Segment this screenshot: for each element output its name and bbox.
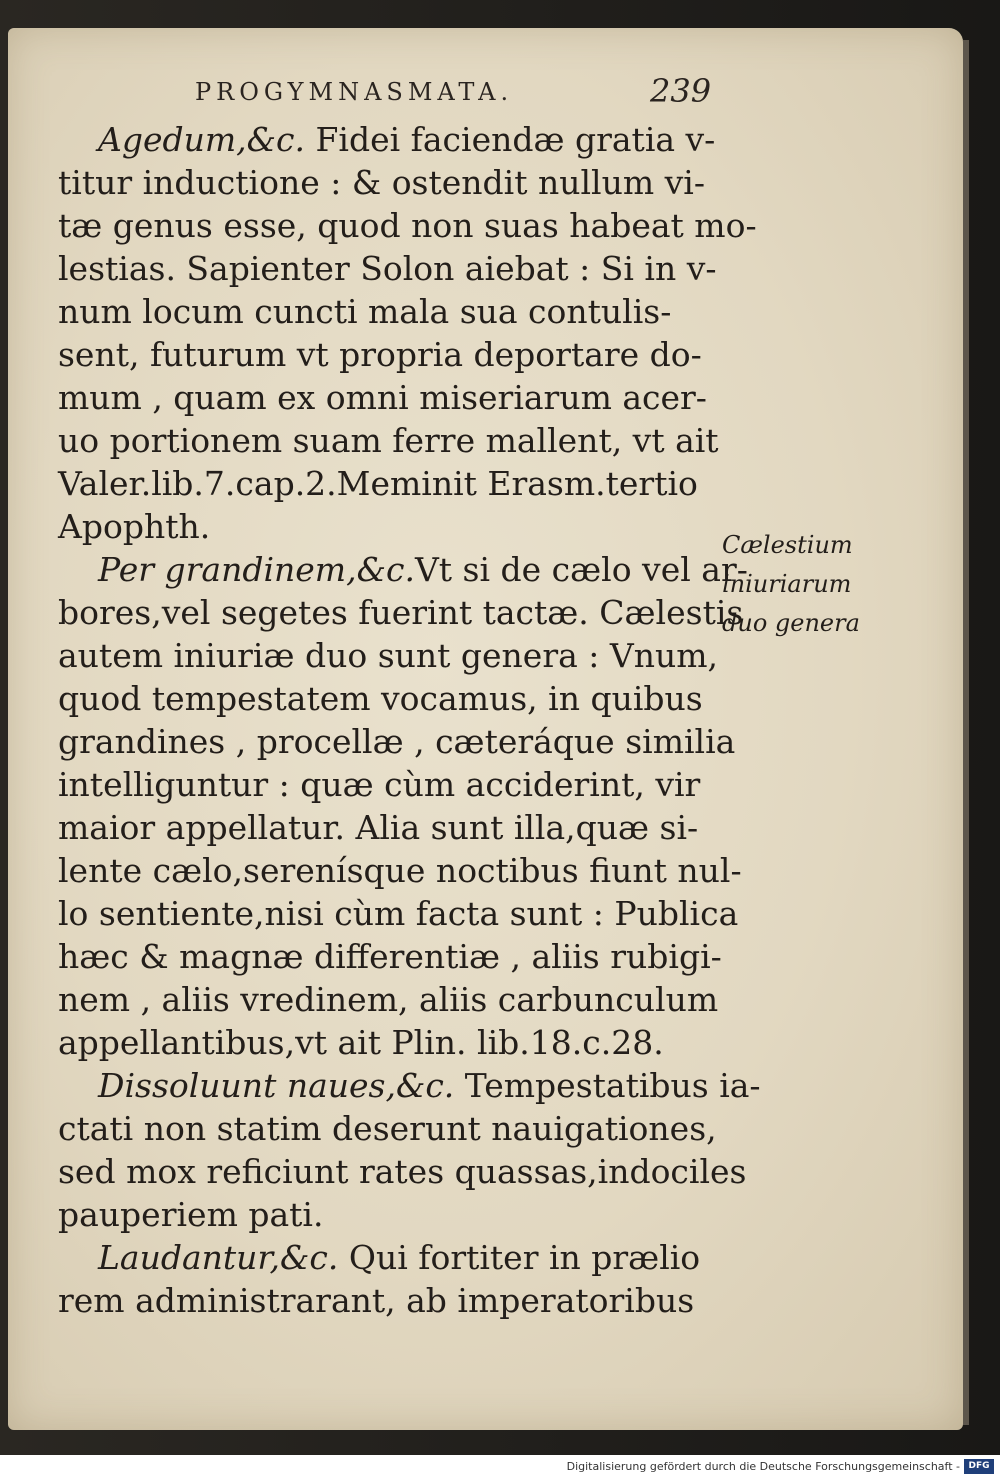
page-number: 239	[650, 72, 712, 110]
marginal-note-line: duo genera	[722, 609, 860, 637]
text-line: tæ genus esse, quod non suas habeat mo-	[58, 206, 757, 245]
funding-credit: Digitalisierung gefördert durch die Deutsche Forschungsgemeinschaft -	[566, 1460, 960, 1473]
text-line: sent, futurum vt propria deportare do-	[58, 335, 702, 374]
text-line: num locum cuncti mala sua contulis-	[58, 292, 672, 331]
marginal-note	[722, 526, 902, 643]
text-line: hæc & magnæ differentiæ , aliis rubigi-	[58, 937, 722, 976]
text-line: Agedum,&c. Fidei faciendæ gratia v-	[98, 120, 716, 159]
text-line: bores,vel segetes fuerint tactæ. Cælestis	[58, 593, 744, 632]
lemma: Laudantur,&c.	[98, 1238, 339, 1277]
text-line: pauperiem pati.	[58, 1195, 324, 1234]
text-line: Valer.lib.7.cap.2.Meminit Erasm.tertio	[58, 464, 698, 503]
text-line: lo sentiente,nisi cùm facta sunt : Publica	[58, 894, 739, 933]
lemma: Dissoluunt naues,&c.	[98, 1066, 455, 1105]
text-line: titur inductione : & ostendit nullum vi-	[58, 163, 705, 202]
footer-bar	[0, 1455, 1000, 1479]
text-line: lente cælo,serenísque noctibus fiunt nul-	[58, 851, 742, 890]
main-text	[58, 118, 761, 1322]
text-line: uo portionem suam ferre mallent, vt ait	[58, 421, 719, 460]
running-head: PROGYMNASMATA.	[195, 78, 514, 106]
text-line: autem iniuriæ duo sunt genera : Vnum,	[58, 636, 718, 675]
text-line: mum , quam ex omni miseriarum acer-	[58, 378, 707, 417]
text-line: ctati non statim deserunt nauigationes,	[58, 1109, 717, 1148]
dfg-logo: DFG	[964, 1459, 994, 1474]
text-line: quod tempestatem vocamus, in quibus	[58, 679, 703, 718]
text-line: intelliguntur : quæ cùm acciderint, vir	[58, 765, 701, 804]
text-line: Dissoluunt naues,&c. Tempestatibus ia-	[98, 1066, 761, 1105]
lemma: Per grandinem,&c.	[98, 550, 415, 589]
marginal-note-line: iniuriarum	[722, 570, 852, 598]
text-line: nem , aliis vredinem, aliis carbunculum	[58, 980, 719, 1019]
text-line: Apophth.	[58, 507, 211, 546]
text-line: rem administrarant, ab imperatoribus	[58, 1281, 695, 1320]
text-line: Per grandinem,&c.Vt si de cælo vel ar-	[98, 550, 748, 589]
text-line: grandines , procellæ , cæteráque similia	[58, 722, 736, 761]
text-line: Laudantur,&c. Qui fortiter in prælio	[98, 1238, 701, 1277]
marginal-note-line: Cælestium	[722, 531, 853, 559]
page-edge	[963, 40, 969, 1425]
text-line: sed mox reficiunt rates quassas,indociles	[58, 1152, 747, 1191]
lemma: Agedum,&c.	[98, 120, 305, 159]
text-line: maior appellatur. Alia sunt illa,quæ si-	[58, 808, 699, 847]
text-line: lestias. Sapienter Solon aiebat : Si in v-	[58, 249, 717, 288]
text-line: appellantibus,vt ait Plin. lib.18.c.28.	[58, 1023, 664, 1062]
